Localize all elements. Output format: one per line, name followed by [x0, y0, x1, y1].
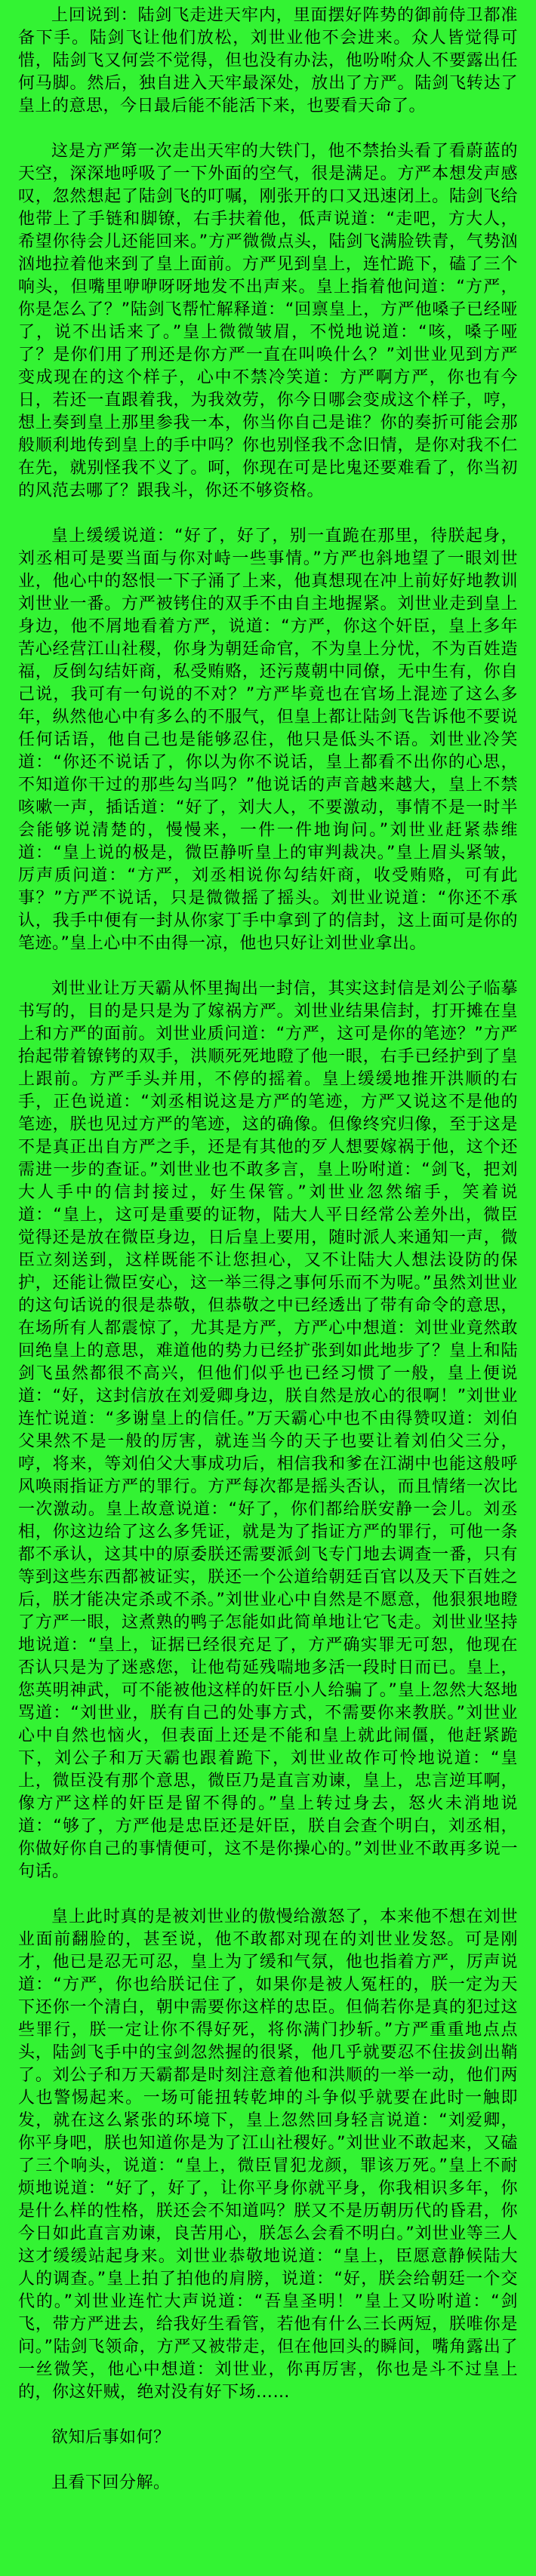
story-paragraph-1: 上回说到：陆剑飞走进天牢内，里面摆好阵势的御前侍卫都准备下手。陆剑飞让他们放松，刘世业他不会进来。众人皆觉得可惜，陆剑飞又何尝不觉得，但也没有办法，他吩咐众人不要露出任何马脚。然后，独自进入天牢最深处，放出了方严。陆剑飞转达了皇上的意思，今日最后能不能活下来，也要看天命了。 [18, 6, 518, 115]
story-paragraph-5: 皇上此时真的是被刘世业的傲慢给激怒了，本来他不想在刘世业面前翻脸的，甚至说，他不敢都对现在的刘世业发怒。可是刚才，他已是忍无可忍，皇上为了缓和气氛，他也指着方严，厉声说道：“方严，你也给朕记住了，如果你是被人冤枉的，朕一定为天下还你一个清白，朝中需要你这样的忠臣。但倘若你是真的犯过这些罪行，朕一定让你不得好死，将你满门抄斩。”方严重重地点点头，陆剑飞手中的宝剑忽然握的很紧，他几乎就要忍不住拔剑出鞘了。刘公子和万天霸都是时刻注意着他和洪顺的一举一动，他们两人也警惕起来。一场可能扭转乾坤的斗争似乎就要在此时一触即发，就在这么紧张的环境下，皇上忽然回身轻言说道：“刘爱卿，你平身吧，朕也知道你是为了江山社稷好。”刘世业不敢起来，又磕了三个响头，说道：“皇上，微臣冒犯龙颜，罪该万死。”皇上不耐烦地说道：“好了，好了，让你平身你就平身，你我相识多年，你是什么样的性格，朕还会不知道吗？朕又不是历朝历代的昏君，你今日如此直言劝谏，良苦用心，朕怎么会看不明白。”刘世业等三人这才缓缓站起身来。刘世业恭敬地说道：“皇上，臣愿意静候陆大人的调查。”皇上拍了拍他的肩膀，说道：“好，朕会给朝廷一个交代的。”刘世业连忙大声说道：“吾皇圣明！”皇上又吩咐道：“剑飞，带方严进去，给我好生看管，若他有什么三长两短，朕唯你是问。”陆剑飞领命，方严又被带走，但在他回头的瞬间，嘴角露出了一丝微笑，他心中想道：刘世业，你再厉害，你也是斗不过皇上的，你这奸贼，绝对没有好下场…… [18, 1907, 518, 2402]
story-paragraph-3: 皇上缓缓说道：“好了，好了，别一直跪在那里，待朕起身，刘丞相可是要当面与你对峙一些事情。”方严也斜地望了一眼刘世业，他心中的怒恨一下子涌了上来，他真想现在冲上前好好地教训刘世业一番。方严被铐住的双手不由自主地握紧。刘世业走到皇上身边，他不屑地看着方严，说道：“方严，你这个奸臣，皇上多年苦心经营江山社稷，你身为朝廷命官，不为皇上分忧，不为百姓造福，反倒勾结奸商，私受贿赂，还污蔑朝中同僚，无中生有，你自己说，我可有一句说的不对？”方严毕竟也在官场上混迹了这么多年，纵然他心中有多么的不服气，但皇上都让陆剑飞告诉他不要说任何话语，他自己也是能够忍住，他只是低头不语。刘世业冷笑道：“你还不说话了，你以为你不说话，皇上都看不出你的心思，不知道你干过的那些勾当吗？”他说话的声音越来越大，皇上不禁咳嗽一声，插话道：“好了，刘大人，不要激动，事情不是一时半会能够说清楚的，慢慢来，一件一件地询问。”刘世业赶紧恭维道：“皇上说的极是，微臣静听皇上的审判裁决。”皇上眉头紧皱，厉声质问道：“方严，刘丞相说你勾结奸商，收受贿赂，可有此事？”方严不说话，只是微微摇了摇头。刘世业说道：“你还不承认，我手中便有一封从你家丁手中拿到了的信封，这上面可是你的笔迹。”皇上心中不由得一凉，他也只好让刘世业拿出。 [18, 527, 518, 953]
story-paragraph-4: 刘世业让万天霸从怀里掏出一封信，其实这封信是刘公子临摹书写的，目的是只是为了嫁祸方严。刘世业结果信封，打开摊在皇上和方严的面前。刘世业质问道：“方严，这可是你的笔迹？”方严抬起带着镣铐的双手，洪顺死死地瞪了他一眼，右手已经护到了皇上跟前。方严手头并用，不停的摇着。皇上缓缓地推开洪顺的右手，正色说道：“刘丞相说这是方严的笔迹，方严又说这不是他的笔迹，朕也见过方严的笔迹，这的确像。但像终究归像，至于这是不是真正出自方严之手，还是有其他的歹人想要嫁祸于他，这个还需进一步的查证。”刘世业也不敢多言，皇上吩咐道：“剑飞，把刘大人手中的信封接过，好生保管。”刘世业忽然缩手，笑着说道：“皇上，这可是重要的证物，陆大人平日经常公差外出，微臣觉得还是放在微臣身边，日后皇上要用，随时派人来通知一声，微臣立刻送到，这样既能不让您担心，又不让陆大人想法设防的保护，还能让微臣安心，这一举三得之事何乐而不为呢。”虽然刘世业的这句话说的很是恭敬，但恭敬之中已经透出了带有命令的意思，在场所有人都震惊了，尤其是方严，方严心中想道：刘世业竟然敢回绝皇上的意思，难道他的势力已经扩张到如此地步了？皇上和陆剑飞虽然都很不高兴，但他们似乎也已经习惯了一般，皇上便说道：“好，这封信放在刘爱卿身边，朕自然是放心的很啊！”刘世业连忙说道：“多谢皇上的信任。”万天霸心中也不由得赞叹道：刘伯父果然不是一般的厉害，就连当今的天子也要让着刘伯父三分，哼，将来，等刘伯父大事成功后，相信我和爹在江湖中也能这般呼风唤雨指证方严的罪行。方严每次都是摇头否认，而且情绪一次比一次激动。皇上故意说道：“好了，你们都给朕安静一会儿。刘丞相，你这边给了这么多凭证，就是为了指证方严的罪行，可他一条都不承认，这其中的原委朕还需要派剑飞专门地去调查一番，只有等到这些东西都被证实，朕还一个公道给朝廷百官以及天下百姓之后，朕才能决定杀或不杀。”刘世业心中自然是不愿意，他狠狠地瞪了方严一眼，这煮熟的鸭子怎能如此简单地让它飞走。刘世业坚持地说道：“皇上，证据已经很充足了，方严确实罪无可恕，他现在否认只是为了迷惑您，让他苟延残喘地多活一段时日而已。皇上，您英明神武，可不能被他这样的奸臣小人给骗了。”皇上忽然大怒地骂道：“刘世业，朕有自己的处事方式，不需要你来教朕。”刘世业心中自然也恼火，但表面上还是不能和皇上就此闹僵，他赶紧跪下，刘公子和万天霸也跟着跪下，刘世业故作可怜地说道：“皇上，微臣没有那个意思，微臣乃是直言劝谏，皇上，忠言逆耳啊，像方严这样的奸臣是留不得的。”皇上转过身去，怒火未消地说道：“够了，方严他是忠臣还是奸臣，朕自会查个明白，刘丞相，你做好你自己的事情便可，这不是你操心的。”刘世业不敢再多说一句话。 [18, 979, 518, 1881]
story-paragraph-2: 这是方严第一次走出天牢的大铁门，他不禁抬头看了看蔚蓝的天空，深深地呼吸了一下外面的空气，很是满足。方严本想发声感叹，忽然想起了陆剑飞的叮嘱，刚张开的口又迅速闭上。陆剑飞给他带上了手链和脚镣，右手扶着他，低声说道：“走吧，方大人，希望你待会儿还能回来。”方严微微点头，陆剑飞满脸铁青，气势汹汹地拉着他来到了皇上面前。方严见到皇上，连忙跪下，磕了三个响头，但嘴里咿咿呀呀地发不出声来。皇上指着他问道：“方严，你是怎么了？”陆剑飞帮忙解释道：“回禀皇上，方严他嗓子已经哑了，说不出话来了。”皇上微微皱眉，不悦地说道：“咳，嗓子哑了？是你们用了刑还是你方严一直在叫唤什么？”刘世业见到方严变成现在的这个样子，心中不禁冷笑道：方严啊方严，你也有今日，若还一直跟着我，为我效劳，你今日哪会变成这个样子，哼，想上奏到皇上那里参我一本，你当你自己是谁？你的奏折可能会那般顺利地传到皇上的手中吗？你也别怪我不念旧情，是你对我不仁在先，就别怪我不义了。呵，你现在可是比鬼还要难看了，你当初的风范去哪了？跟我斗，你还不够资格。 [18, 142, 518, 500]
closing-next-chapter: 且看下回分解。 [51, 2473, 171, 2492]
closing-question: 欲知后事如何？ [51, 2428, 171, 2447]
